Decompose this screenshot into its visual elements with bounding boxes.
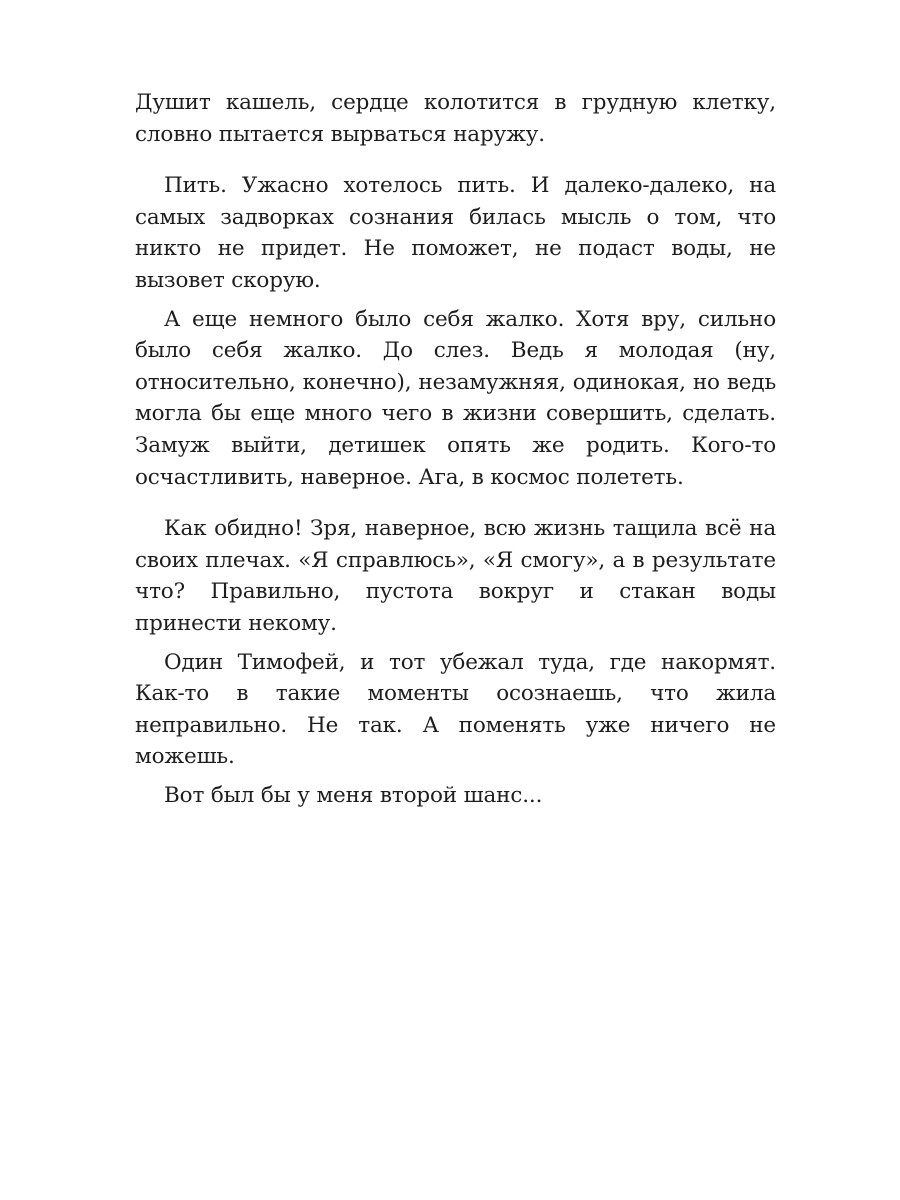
book-page-text <box>135 87 776 811</box>
paragraph-4: Как обидно! Зря, наверное, всю жизнь тащила всё на своих плечах. «Я справлюсь», «Я смогу», а в результате что? Правильно, пустота вокруг и стакан воды принести некому. <box>135 516 776 636</box>
paragraph-5: Один Тимофей, и тот убежал туда, где накормят. Как-то в такие моменты осознаешь, что жила неправильно. Не так. А поменять уже ничего не можешь. <box>135 649 776 770</box>
paragraph-3: А еще немного было себя жалко. Хотя вру, сильно было себя жалко. До слез. Ведь я молодая (ну, относительно, конечно), незамужняя, одинокая, но ведь могла бы еще много чего в жизни совершить, сделать. Замуж выйти, детишек опять же родить. Кого-то осчастливить, наверное. Ага, в космос полететь. <box>135 306 776 490</box>
paragraph-2: Пить. Ужасно хотелось пить. И далеко-далеко, на самых задворках сознания билась мысль о том, что никто не придет. Не поможет, не подаст воды, не вызовет скорую. <box>135 173 776 293</box>
paragraph-1: Душит кашель, сердце колотится в грудную клетку, словно пытается вырваться наружу. <box>135 90 776 147</box>
paragraph-6: Вот был бы у меня второй шанс... <box>164 782 543 808</box>
